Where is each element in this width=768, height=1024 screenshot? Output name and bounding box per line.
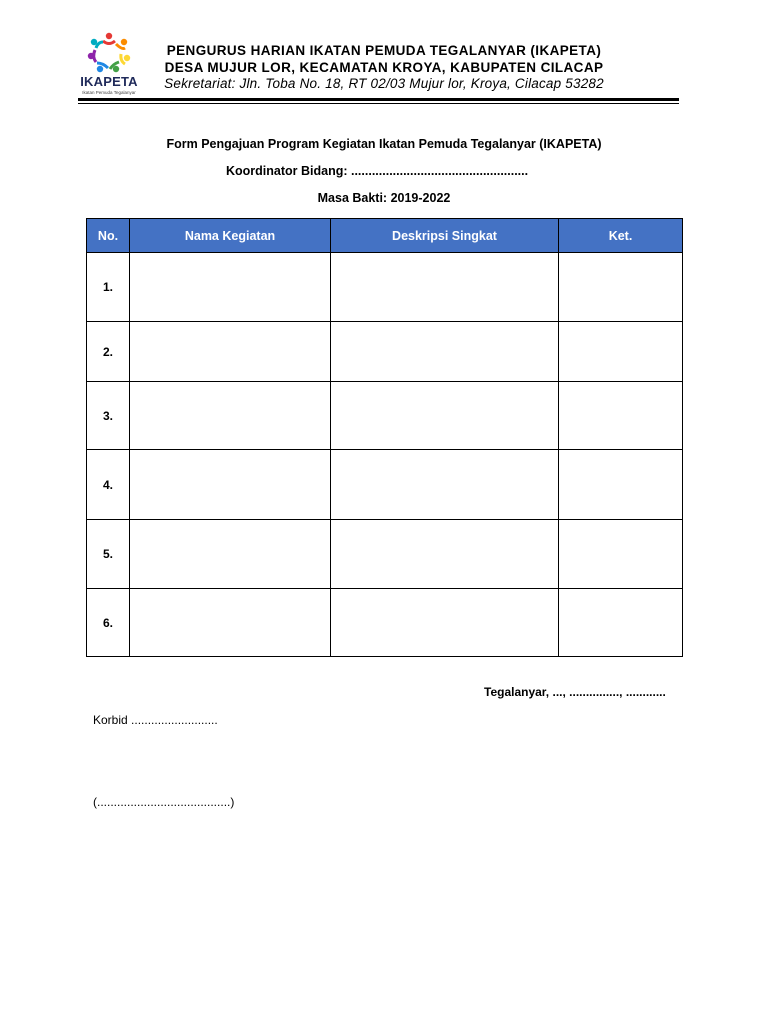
activity-name-cell[interactable] — [130, 322, 331, 382]
notes-cell[interactable] — [559, 322, 683, 382]
description-cell[interactable] — [331, 520, 559, 589]
activity-name-cell[interactable] — [130, 253, 331, 322]
people-circle-icon — [86, 32, 132, 74]
logo-tagline: Ikatan Pemuda Tegalanyar — [82, 90, 136, 95]
letterhead-organization: PENGURUS HARIAN IKATAN PEMUDA TEGALANYAR (IKAPETA) — [166, 43, 602, 58]
description-cell[interactable] — [331, 253, 559, 322]
form-title: Form Pengajuan Program Kegiatan Ikatan Pemuda Tegalanyar (IKAPETA) — [166, 137, 602, 151]
activity-name-cell[interactable] — [130, 382, 331, 450]
description-cell[interactable] — [331, 382, 559, 450]
notes-cell[interactable] — [559, 589, 683, 657]
row-number: 6. — [87, 589, 130, 657]
row-number: 5. — [87, 520, 130, 589]
notes-cell[interactable] — [559, 520, 683, 589]
letterhead-region: DESA MUJUR LOR, KECAMATAN KROYA, KABUPATEN CILACAP — [164, 60, 604, 75]
table-header-row — [87, 219, 683, 253]
ikapeta-logo — [78, 32, 140, 98]
logo-wordmark: IKAPETA — [80, 74, 138, 89]
notes-cell[interactable] — [559, 382, 683, 450]
activity-name-cell[interactable] — [130, 450, 331, 520]
row-number: 2. — [87, 322, 130, 382]
letterhead-divider-thin — [78, 103, 679, 104]
table-row — [87, 322, 683, 382]
program-table — [86, 218, 683, 657]
header-notes: Ket. — [559, 219, 683, 253]
activity-name-cell[interactable] — [130, 589, 331, 657]
place-date-line: Tegalanyar, ..., ..............., ............ — [484, 685, 666, 699]
row-number: 1. — [87, 253, 130, 322]
row-number: 4. — [87, 450, 130, 520]
description-cell[interactable] — [331, 322, 559, 382]
description-cell[interactable] — [331, 450, 559, 520]
letterhead-address: Sekretariat: Jln. Toba No. 18, RT 02/03 Mujur lor, Kroya, Cilacap 53282 — [164, 76, 604, 91]
notes-cell[interactable] — [559, 450, 683, 520]
korbid-line: Korbid .......................... — [93, 713, 218, 727]
header-no: No. — [87, 219, 130, 253]
notes-cell[interactable] — [559, 253, 683, 322]
row-number: 3. — [87, 382, 130, 450]
description-cell[interactable] — [331, 589, 559, 657]
letterhead-divider-thick — [78, 98, 679, 101]
table-row — [87, 450, 683, 520]
service-period: Masa Bakti: 2019-2022 — [317, 191, 451, 205]
table-row — [87, 589, 683, 657]
table-row — [87, 520, 683, 589]
table-row — [87, 382, 683, 450]
activity-name-cell[interactable] — [130, 520, 331, 589]
coordinator-field: Koordinator Bidang: ................................................... — [226, 164, 529, 178]
header-activity-name: Nama Kegiatan — [130, 219, 331, 253]
table-row — [87, 253, 683, 322]
header-description: Deskripsi Singkat — [331, 219, 559, 253]
signature-line: (........................................) — [93, 795, 235, 809]
